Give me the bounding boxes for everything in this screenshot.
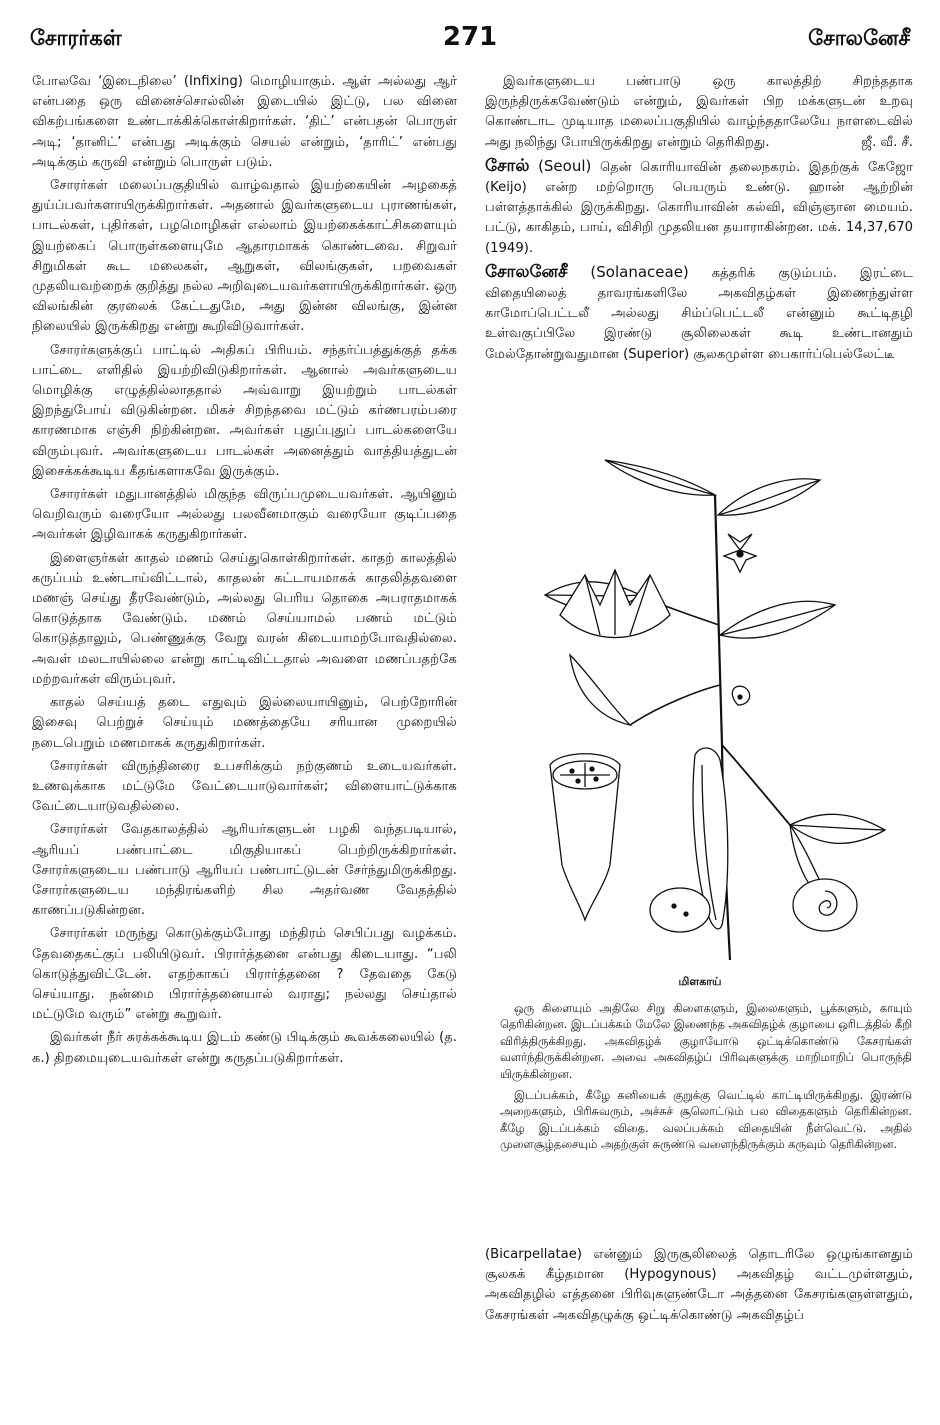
flower <box>724 534 756 572</box>
seoul-latin: (Seoul) <box>538 156 592 175</box>
figure-note: ஒரு கிளையும் அதிலே சிறு கிளைகளும், இலைகளும், பூக்களும், காயும் தெரிகின்றன. இடப்பக்கம் மேலே இணைந்த அகவிதழ்க் குழாயை ஒரிடத்தில் கீறி விரித்திருக்கிறது. அகவிதழ்க் குழாயோடு ஒட்டிக்கொண்டு கேசரங்கள் வளர்ந்திருக்கின்றன. அவை அகவிதழ்ப் பிரிவுகளுக்கு மாறிமாறிப் பொருந்தி யிருக்கின்றன. <box>500 1001 912 1081</box>
left-paragraph: இளைஞர்கள் காதல் மணம் செய்துகொள்கிறார்கள். காதற் காலத்தில் கருப்பம் உண்டாய்விட்டால், காதலன் கட்டாயமாகக் காதலித்தவளை மணஞ் செய்து தீரவேண்டும், அல்லது பெரிய தொகை அபராதமாகக் கொடுத்தாக வேண்டும். மணம் செய்யாமல் பணம் மட்டும் கொடுத்தாலும், பெண்ணுக்கு வேறு வரன் கிடையாமற்போவதில்லை. அவள் மலடாயில்லை என்று காட்டிவிட்டதால் அவளை மணப்பதற்கே மற்றவர்கள் விரும்புவர். <box>32 550 457 687</box>
opened-corolla <box>560 570 670 638</box>
right-column-continuation <box>485 1245 913 1326</box>
leaf <box>570 655 630 725</box>
solanaceae-latin: (Solanaceae) <box>590 262 689 281</box>
author-initials: ஜீ. வீ. சீ. <box>861 134 913 150</box>
figure-note: இடப்பக்கம், கீழே கனியைக் குறுக்கு வெட்டில் காட்டியிருக்கிறது. இரண்டு அறைகளும், பிரிசுவரும், அச்சுச் சூலொட்டும் பல விதைகளும் தெரிகின்றன. கீழே இடப்பக்கம் விதை. வலப்பக்கம் விதையின் நீள்வெட்டு. அதில் முளைசூழ்தசையும் அதற்குள் சுருண்டு வளைந்திருக்கும் கருவும் தெரிகின்றன. <box>500 1088 912 1152</box>
culture-text: இவர்களுடைய பண்பாடு ஒரு காலத்திற் சிறந்ததாக இருந்திருக்கவேண்டும் என்றும், இவர்கள் பிற மக்களுடன் உறவு கொண்டாட முடியாத மலைப்பகுதியில் வாழ்ந்ததாலேயே நாளடைவில் அது நலிந்து போயிருக்கிறது என்றும் தெரிகிறது. <box>485 74 913 150</box>
seed <box>650 888 710 932</box>
figure-caption: மிளகாய் <box>678 975 722 988</box>
culture-paragraph <box>485 72 913 153</box>
right-column <box>485 72 913 368</box>
page-number: 271 <box>442 22 498 52</box>
left-column <box>32 72 457 1072</box>
solanaceae-title: சோலனேசீ <box>485 261 568 282</box>
left-paragraph: சோரர்கள் விருந்தினரை உபசரிக்கும் நற்குணம் உடையவர்கள். உணவுக்காக மட்டுமே வேட்டையாடுவார்கள்; விளையாட்டுக்காக வேட்டையாடுவதில்லை. <box>32 758 457 815</box>
page-header <box>0 22 940 62</box>
continuation-paragraph: (Bicarpellatae) என்னும் இருசூலிலைத் தொடரிலே ஒழுங்கானதும் சூலகக் கீழ்தமான (Hypogynous) அகவிதழ் வட்டமுள்ளதும், அகவிதழில் எத்தனை பிரிவுகளுண்டோ அத்தனை கேசரங்களுள்ளதும், கேசரங்கள் அகவிதழுக்கு ஒட்டிக்கொண்டு அகவிதழ்ப் <box>485 1247 913 1323</box>
running-head-left: சோரர்கள் <box>30 26 122 50</box>
figure-notes <box>500 1000 912 1158</box>
solanaceae-body: கத்தரிக் குடும்பம். இரட்டை விதையிலைத் தாவரங்களிலே அகவிதழ்கள் இணைந்துள்ள காமோப்பெட்டலீ அல்லது சிம்ப்பெட்டலீ என்னும் கூட்டிதழி உள்வகுப்பிலே இரண்டு சூலிலைகள் கூடி உண்டானதும் மேல்தோன்றுவதுமான (Superior) சூலகமுள்ள பைகார்ப்பெல்லேட்டீ <box>485 265 913 362</box>
seoul-body: தென் கொரியாவின் தலைநகரம். இதற்குக் கேஜோ (Keijo) என்ற மற்றொரு பெயரும் உண்டு. ஹான் ஆற்றின் பள்ளத்தாக்கில் இருக்கிறது. கொரியாவின் கல்வி, விஞ்ஞான மையம். பட்டு, காகிதம், பாய், விசிறி முதலியன தயாராகின்றன. மக். 14,37,670 (1949). <box>485 159 913 256</box>
running-head-right: சோலனேசீ <box>808 26 910 50</box>
solanaceae-entry <box>485 262 913 365</box>
left-paragraph: சோரர்கள் மதுபானத்தில் மிகுந்த விருப்பமுடையவர்கள். ஆயினும் வெறிவரும் வரையோ அல்லது பலவீனமாகும் வரையோ குடிப்பதை அவர்கள் இழிவாகக் கருதுகிறார்கள். <box>32 487 457 543</box>
flower <box>732 686 749 705</box>
leaf <box>720 601 835 638</box>
left-paragraph: இவர்கள் நீர் சுரக்கக்கூடிய இடம் கண்டு பிடிக்கும் கூவக்கலையில் (த. க.) திறமையுடையவர்கள் என்று கருதப்படுகிறார்கள். <box>32 1030 457 1066</box>
seoul-entry <box>485 156 913 259</box>
left-paragraph: சோரர்கள் மலைப்பகுதியில் வாழ்வதால் இயற்கையின் அழகைத் துய்ப்பவர்களாயிருக்கிறார்கள். அதனால் இவர்களுடைய புராணங்கள், பாடல்கள், புதிர்கள், பழமொழிகள் எல்லாம் இயற்கைக்காட்சிகளையும் இயற்கைப் பொருள்களையுமே ஆதாரமாகக் கொண்டவை. சிறுவர் சிறுமிகள் கூட மலைகள், ஆறுகள், விலங்குகள், பறவைகள் முதலியவற்றைக் குறித்து நல்ல அறிவுடையவர்களாயிருக்கிறார்கள். ஒரு விலங்கின் குரலைக் கேட்டதுமே, அது இன்ன விலங்கு, இன்ன நிலையில் இருக்கிறது என்று கூறிவிடுவார்கள். <box>32 178 457 335</box>
seed-section <box>793 879 857 931</box>
left-paragraph: சோரர்கள் வேதகாலத்தில் ஆரியர்களுடன் பழகி வந்தபடியால், ஆரியப் பண்பாட்டை மிகுதியாகப் பெற்றிருக்கிறார்கள். சோரர்களுடைய பண்பாடு ஆரியப் பண்பாட்டுடன் சேர்ந்துமிருக்கிறது. சோரர்களுடைய மந்திரங்களிற் சில அதர்வண வேதத்தில் காணப்படுகின்றன. <box>32 822 457 919</box>
left-paragraph: சோரர்கள் மருந்து கொடுக்கும்போது மந்திரம் செபிப்பது வழக்கம். தேவதைகட்குப் பலியிடுவர். பிரார்த்தனை என்பது கிடையாது. “பலி கொடுத்துவிட்டேன். எதற்காகப் பிரார்த்தனை ? தேவதை கேடு செய்யாது. நன்மை பிரார்த்தனையால் வராது; நல்லது செய்தால் மட்டுமே வரும்” என்று கூறுவர். <box>32 926 457 1023</box>
left-paragraph: சோரர்களுக்குப் பாட்டில் அதிகப் பிரியம். சந்தர்ப்பத்துக்குத் தக்க பாட்டை எளிதில் இயற்றிவிடுகிறார்கள். ஆனால் அவர்களுடைய மொழிக்கு எழுத்தில்லாததால் அவ்வாறு இயற்றும் பாடல்கள் இறந்துபோய் விடுகின்றன. மிகச் சிறந்தவை மட்டும் கர்ணபரம்பரை காரணமாக எஞ்சி நிற்கின்றன. அவர்கள் புதுப்புதுப் பாடல்களையே விரும்புவர். அவர்களுடைய பாடல்கள் அனைத்தும் வாத்தியத்துடன் இசைக்கக்கூடிய கீதங்களாகவே இருக்கும். <box>32 342 457 479</box>
chilli-plant-illustration <box>490 455 910 965</box>
fruit-cross-section <box>550 754 620 920</box>
left-paragraph: காதல் செய்யத் தடை எதுவும் இல்லையாயினும், பெற்றோரின் இசைவு பெற்றுச் செய்யும் மணத்தையே சரியான முறையில் நடைபெறும் மணமாகக் கருதுகிறார்கள். <box>32 695 457 751</box>
left-paragraph: போலவே ‘இடைநிலை’ (Infixing) மொழியாகும். ஆள் அல்லது ஆர் என்பதை ஒரு வினைச்சொல்லின் இடையில் இட்டு, பல வினை விகற்பங்களை உண்டாக்கிக்கொள்கிறார்கள். ‘திட்’ என்பதன் பொருள் அடி; ‘தானிட்’ என்பது அடிக்கும் செயல் என்றும், ‘தாரிட்’ என்பது அடிக்கும் கருவி என்றும் பொருள் படும். <box>32 74 457 170</box>
seoul-title: சோல் <box>485 155 530 176</box>
